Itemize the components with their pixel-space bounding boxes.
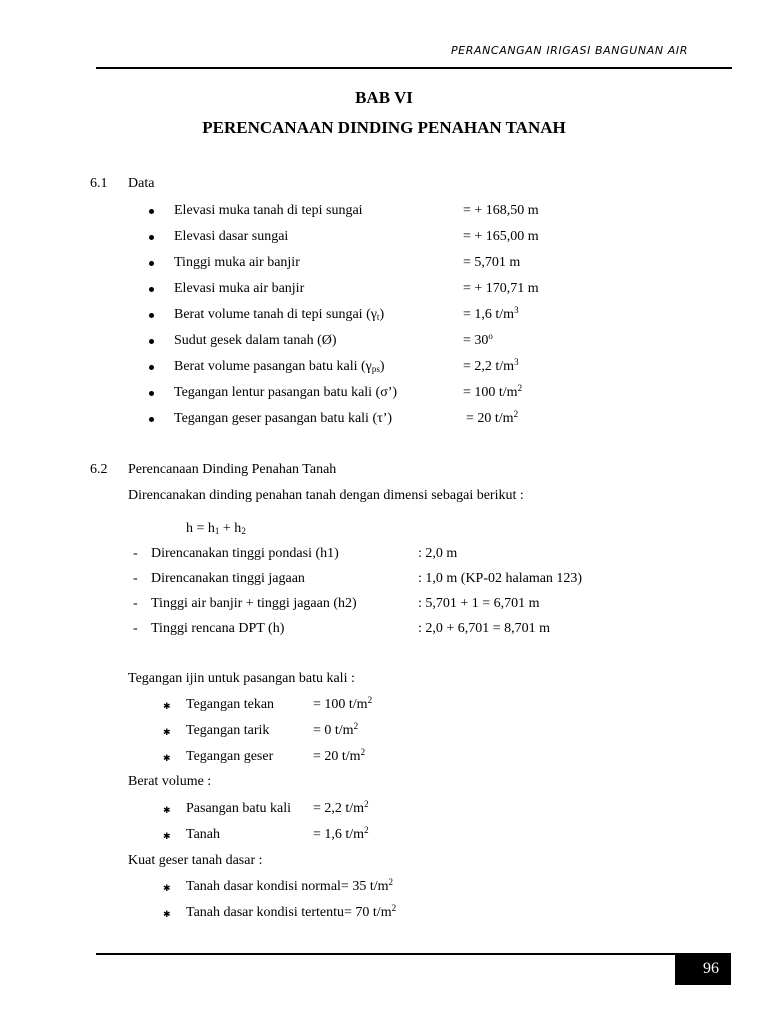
data-label: Tinggi muka air banjir [174, 255, 300, 270]
data-value: = + 165,00 m [463, 229, 539, 244]
data-label: Tegangan geser pasangan batu kali (τ’) [174, 411, 393, 426]
data-value: = + 170,71 m [463, 281, 539, 296]
dimension-label: Direncanakan tinggi pondasi (h1) [151, 546, 339, 561]
weight-value: = 1,6 $t/m^2$ [313, 825, 369, 842]
dimension-label: Tinggi air banjir + tinggi jagaan (h2) [151, 596, 357, 611]
bullet-icon [149, 365, 154, 370]
dash-marker: - [133, 571, 138, 586]
stress-value: = 100 $t/m^2$ [313, 695, 373, 712]
bullet-icon [149, 339, 154, 344]
section-6-1-title: Data [128, 176, 155, 191]
stress-value: = 20 $t/m^2$ [313, 747, 366, 764]
asterisk-bullet-icon: ✱ [163, 832, 171, 842]
data-label: Berat volume pasangan batu kali $(\gamma_{ps})$ [174, 359, 385, 374]
data-value: = 5,701 m [463, 255, 521, 270]
dimension-value: : 1,0 m (KP-02 halaman 123) [418, 571, 583, 586]
data-value: = + 168,50 m [463, 203, 539, 218]
section-6-2-title: Perencanaan Dinding Penahan Tanah [128, 462, 337, 477]
stress-value: = 0 $t/m^2$ [313, 721, 359, 738]
dimension-value: : 2,0 m [418, 546, 458, 561]
asterisk-bullet-icon: ✱ [163, 884, 171, 894]
shear-title: Kuat geser tanah dasar : [128, 853, 263, 868]
data-label: Sudut gesek dalam tanah (Ø) [174, 333, 337, 348]
data-value: = 20 $t/m^2$ [466, 409, 519, 426]
bullet-icon [149, 209, 154, 214]
bullet-icon [149, 391, 154, 396]
dash-marker: - [133, 621, 138, 636]
data-value: = 100 $t/m^2$ [463, 383, 523, 400]
bullet-icon [149, 417, 154, 422]
data-label: Tegangan lentur pasangan batu kali (σ’) [174, 385, 398, 400]
dimension-label: Tinggi rencana DPT (h) [151, 621, 285, 636]
stress-label: Tegangan tekan [186, 697, 275, 712]
data-value: = $30^o$ [463, 331, 493, 348]
running-header: PERANCANGAN IRIGASI BANGUNAN AIR [450, 44, 688, 57]
stress-label: Tegangan tarik [186, 723, 270, 738]
bullet-icon [149, 313, 154, 318]
asterisk-bullet-icon: ✱ [163, 702, 171, 712]
data-label: Elevasi muka tanah di tepi sungai [174, 203, 363, 218]
stress-title: Tegangan ijin untuk pasangan batu kali : [128, 671, 355, 686]
section-6-2-intro: Direncanakan dinding penahan tanah dengan dimensi sebagai berikut : [128, 488, 524, 503]
asterisk-bullet-icon: ✱ [163, 806, 171, 816]
shear-item: Tanah dasar kondisi normal= 35 $t/m^2$ [186, 877, 393, 894]
dimension-value: : 2,0 + 6,701 = 8,701 m [418, 621, 551, 636]
data-value: = 2,2 $t/m^3$ [463, 357, 519, 374]
footer-rule [96, 953, 675, 955]
height-formula: $h = h_1 + h_2$ [186, 521, 246, 536]
bullet-icon [149, 261, 154, 266]
bullet-icon [149, 235, 154, 240]
data-label: Berat volume tanah di tepi sungai $(\gamma_t)$ [174, 307, 385, 322]
data-label: Elevasi muka air banjir [174, 281, 305, 296]
stress-label: Tegangan geser [186, 749, 274, 764]
data-label: Elevasi dasar sungai [174, 229, 289, 244]
section-6-2-number: 6.2 [90, 462, 108, 477]
dimension-label: Direncanakan tinggi jagaan [151, 571, 305, 586]
weight-value: = 2,2 $t/m^2$ [313, 799, 369, 816]
asterisk-bullet-icon: ✱ [163, 754, 171, 764]
section-6-1-number: 6.1 [90, 176, 108, 191]
dimension-value: : 5,701 + 1 = 6,701 m [418, 596, 540, 611]
chapter-title: PERENCANAAN DINDING PENAHAN TANAH [202, 118, 566, 137]
asterisk-bullet-icon: ✱ [163, 910, 171, 920]
data-value: = 1,6 $t/m^3$ [463, 305, 519, 322]
chapter-number: BAB VI [355, 88, 413, 107]
dash-marker: - [133, 546, 138, 561]
shear-item: Tanah dasar kondisi tertentu= 70 $t/m^2$ [186, 903, 397, 920]
header-rule [96, 67, 732, 69]
dash-marker: - [133, 596, 138, 611]
weight-label: Tanah [186, 827, 221, 842]
weight-label: Pasangan batu kali [186, 801, 291, 816]
weight-title: Berat volume : [128, 774, 212, 789]
bullet-icon [149, 287, 154, 292]
page-number: 96 [675, 953, 731, 985]
asterisk-bullet-icon: ✱ [163, 728, 171, 738]
